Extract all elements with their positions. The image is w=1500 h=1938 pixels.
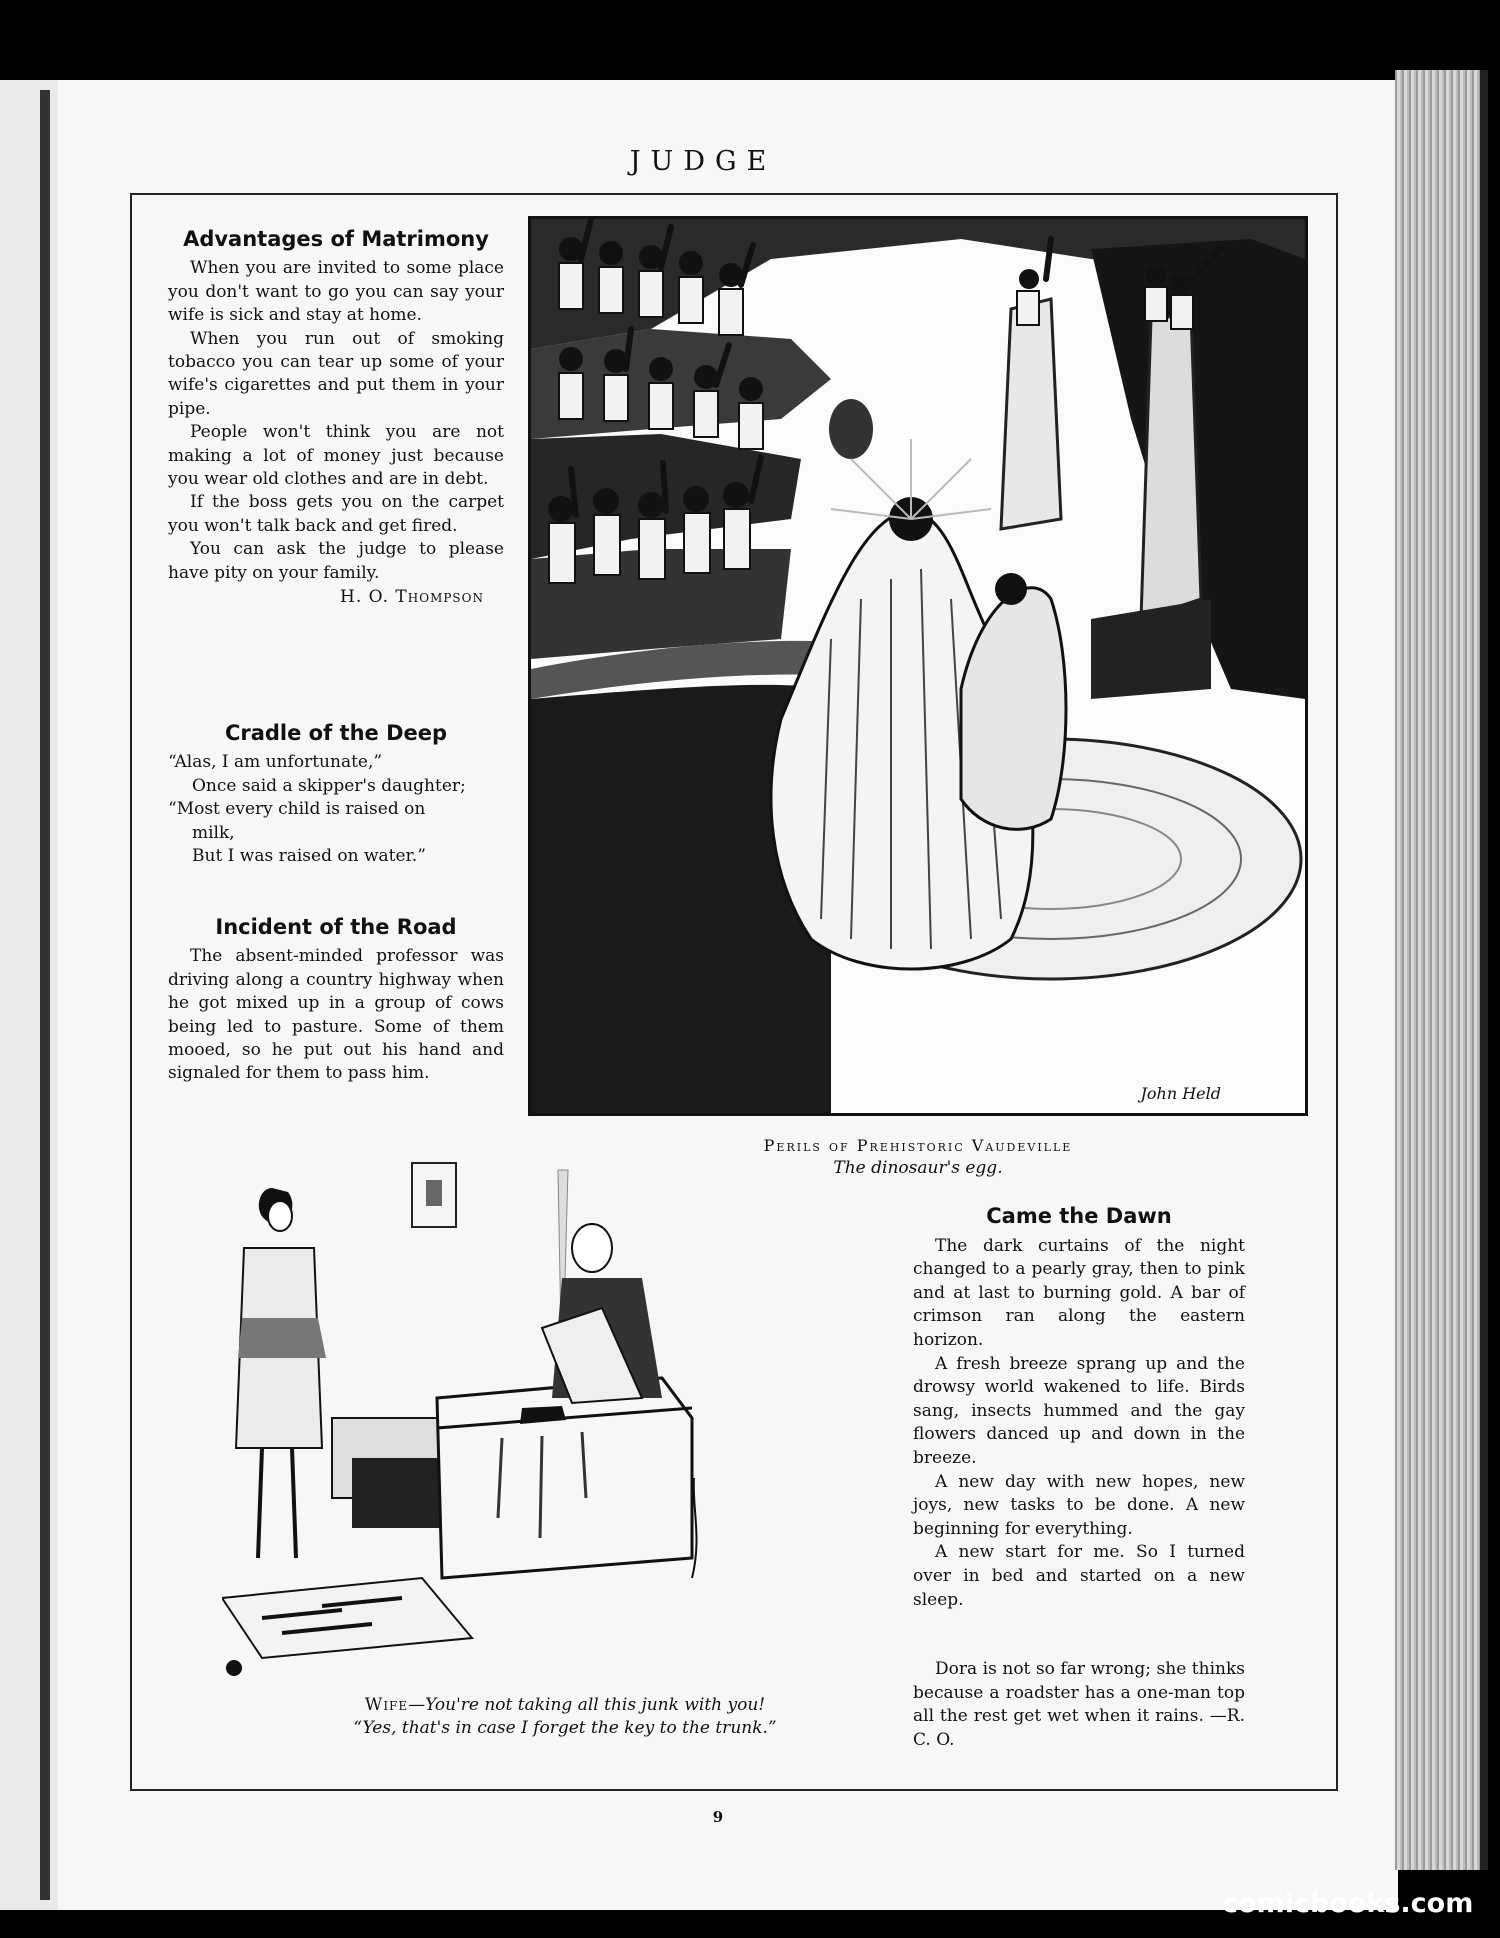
poem-line: But I was raised on water.” (192, 846, 426, 867)
page-number: 9 (712, 1808, 724, 1826)
paragraph: If the boss gets you on the carpet you won't talk back and get fired. (168, 492, 504, 536)
masthead: JUDGE (629, 146, 777, 177)
paragraph: A new start for me. So I turned over in bed and started on a new sleep. (913, 1542, 1245, 1610)
book-gutter (40, 90, 50, 1900)
paragraph: You can ask the judge to please have pity on your family. (168, 539, 504, 583)
paragraph: A new day with new hopes, new joys, new tasks to be done. A new beginning for everything. (913, 1471, 1245, 1539)
article-cradle (168, 722, 504, 868)
article-matrimony (168, 228, 504, 610)
artist-signature: John Held (1140, 1084, 1221, 1103)
paragraph: The absent-minded professor was driving along a country highway when he got mixed up in a group of cows being led to pasture. Some of them mooed, so he put out his hand and signaled for them to pass him. (168, 946, 504, 1084)
paragraph: When you run out of smoking tobacco you can tear up some of your wife's cigarettes and put them in your pipe. (168, 328, 504, 419)
article-title: Incident of the Road (215, 915, 457, 939)
caption-line: —You're not taking all this junk with you! (408, 1695, 766, 1715)
watermark: comicbooks.com (1222, 1888, 1474, 1919)
author-signature: H. O. Thompson (340, 587, 484, 608)
poem-line: “Alas, I am unfortunate,” (168, 752, 383, 773)
trunk-cartoon (222, 1158, 892, 1703)
poem-line: Once said a skipper's daughter; (192, 775, 466, 796)
trunk-caption (240, 1694, 890, 1740)
caption-line: “Yes, that's in case I forget the key to the trunk.” (353, 1718, 777, 1738)
paragraph: The dark curtains of the night changed to a pearly gray, then to pink and at last to burning gold. A bar of crimson ran along the eastern horizon. (913, 1235, 1245, 1350)
poem-line: milk, (192, 822, 235, 843)
right-column (913, 1205, 1245, 1752)
prehistoric-vaudeville-illustration (528, 216, 1308, 1116)
caption-speaker: Wife (364, 1695, 409, 1715)
article-title: Cradle of the Deep (224, 721, 448, 745)
paragraph: Dora is not so far wrong; she thinks because a roadster has a one-man top all the rest get wet when it rains. —R. C. O. (913, 1659, 1245, 1750)
paragraph: A fresh breeze sprang up and the drowsy world wakened to life. Birds sang, insects hummed and the gay flowers danced up and down in the breeze. (913, 1353, 1245, 1468)
paragraph: When you are invited to some place you don't want to go you can say your wife is sick and stay at home. (168, 258, 504, 326)
page-stack-edge (1395, 70, 1488, 1870)
poem-line: “Most every child is raised on (168, 799, 426, 820)
article-title: Came the Dawn (986, 1204, 1172, 1228)
article-title: Advantages of Matrimony (183, 227, 489, 251)
caption-title: Perils of Prehistoric Vaudeville (763, 1136, 1073, 1155)
article-road (168, 916, 504, 1086)
paragraph: People won't think you are not making a lot of money just because you wear old clothes and are in debt. (168, 422, 504, 490)
spacer (913, 1612, 1245, 1658)
caption-subtitle: The dinosaur's egg. (833, 1158, 1003, 1178)
